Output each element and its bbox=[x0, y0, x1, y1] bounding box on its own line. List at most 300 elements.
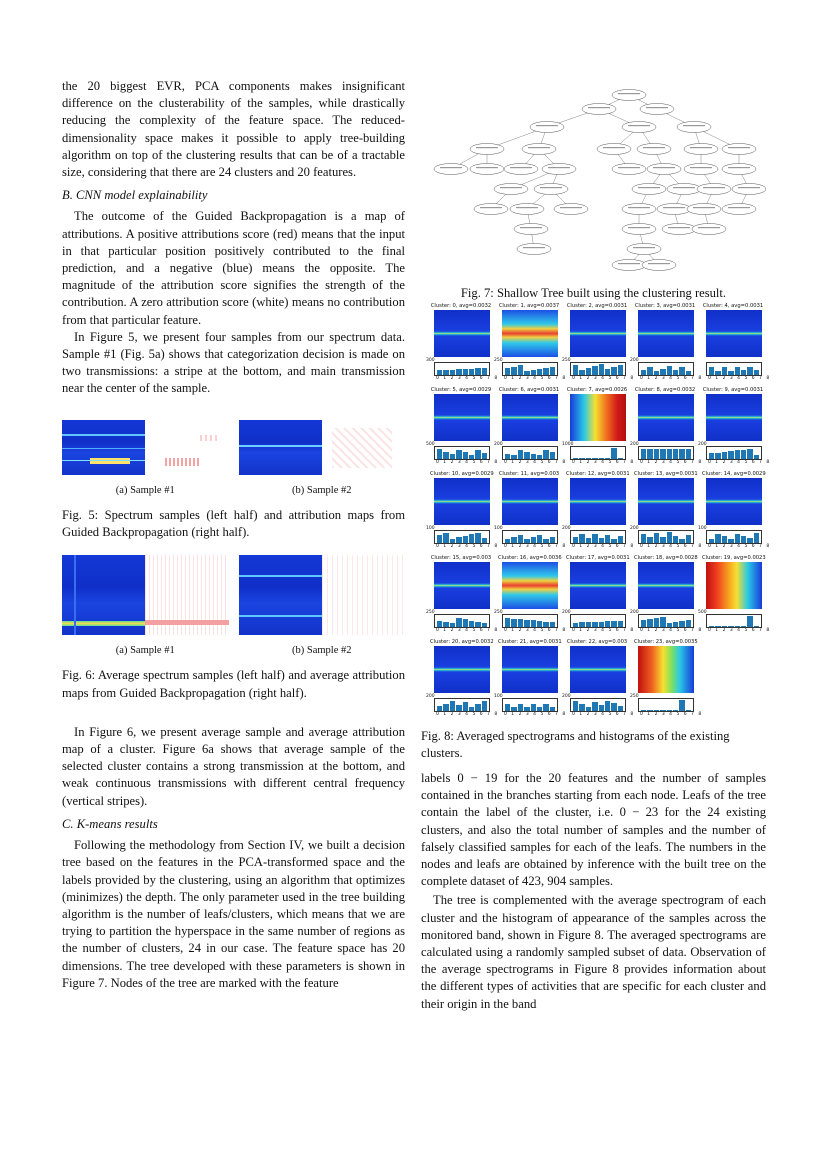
spectrum-image bbox=[239, 420, 322, 475]
cluster-histogram bbox=[434, 614, 490, 628]
tree-node bbox=[647, 164, 681, 175]
histogram-bar bbox=[450, 701, 455, 711]
cluster-panel bbox=[494, 387, 567, 469]
histogram-bar bbox=[709, 539, 714, 543]
paragraph: Following the methodology from Section IV, we built a decision tree based on the features in the PCA-transformed space and the labels provided by the clustering, using an algorithm that optimizes (minimizes) the depth. The only parameter used in the tree building algorithm is the number of leafs/clusters, which means that we are trying to partition the hyperspace in the same number of regions as the number of clusters, 24 in our case. The feature space has 20 dimensions. The tree developed with these parameters is shown in Figure 7. Nodes of the tree are marked with the feature bbox=[62, 838, 405, 990]
histogram-bar bbox=[618, 621, 623, 627]
histogram-x-ticks: 0 1 2 3 4 5 6 7 8 bbox=[708, 460, 771, 465]
tree-node bbox=[632, 184, 666, 195]
cluster-histogram bbox=[434, 698, 490, 712]
histogram-bar bbox=[463, 452, 468, 459]
cluster-histogram bbox=[638, 614, 694, 628]
tree-node bbox=[622, 204, 656, 215]
cluster-title: Cluster: 22, avg=0.003 bbox=[566, 639, 628, 645]
cluster-spectrogram bbox=[570, 310, 626, 357]
tree-node-text bbox=[698, 227, 720, 228]
histogram-y-label: 200 bbox=[562, 694, 571, 699]
histogram-bar bbox=[586, 622, 591, 627]
tree-node bbox=[637, 144, 671, 155]
tree-node-text bbox=[673, 187, 695, 188]
tree-node bbox=[542, 164, 576, 175]
histogram-y-label: 500 bbox=[698, 610, 707, 615]
histogram-bar bbox=[469, 369, 474, 375]
tree-node bbox=[510, 204, 544, 215]
histogram-x-ticks: 0 1 2 3 4 5 6 7 8 bbox=[640, 628, 703, 633]
histogram-bar bbox=[579, 622, 584, 627]
section-heading-b: B. CNN model explainability bbox=[62, 188, 208, 203]
cluster-title: Cluster: 9, avg=0.0031 bbox=[702, 387, 764, 393]
histogram-bar bbox=[531, 704, 536, 711]
histogram-bar bbox=[722, 626, 727, 627]
tree-node bbox=[667, 184, 701, 195]
histogram-bar bbox=[599, 538, 604, 543]
cluster-spectrogram bbox=[434, 478, 490, 525]
histogram-x-ticks: 0 1 2 3 4 5 6 7 8 bbox=[708, 544, 771, 549]
tree-node-text bbox=[536, 125, 558, 126]
cluster-spectrogram bbox=[570, 646, 626, 693]
histogram-x-ticks: 0 1 2 3 4 5 6 7 8 bbox=[640, 376, 703, 381]
histogram-bar bbox=[518, 365, 523, 375]
attribution-map bbox=[322, 420, 405, 475]
histogram-bar bbox=[443, 533, 448, 543]
tree-node-text bbox=[500, 187, 522, 188]
cluster-histogram bbox=[706, 362, 762, 376]
cluster-title: Cluster: 12, avg=0.0031 bbox=[566, 471, 630, 477]
tree-node-text bbox=[618, 263, 640, 264]
cluster-spectrogram bbox=[570, 394, 626, 441]
tree-node-text bbox=[603, 147, 625, 148]
histogram-bar bbox=[728, 451, 733, 459]
histogram-bar bbox=[482, 453, 487, 459]
histogram-bar bbox=[505, 618, 510, 627]
histogram-bar bbox=[605, 458, 610, 459]
histogram-bar bbox=[686, 620, 691, 627]
histogram-bar bbox=[592, 534, 597, 543]
histogram-bar bbox=[550, 622, 555, 627]
histogram-bar bbox=[524, 452, 529, 459]
histogram-bar bbox=[679, 539, 684, 543]
histogram-bar bbox=[599, 364, 604, 375]
histogram-bar bbox=[443, 704, 448, 711]
histogram-bar bbox=[456, 450, 461, 459]
histogram-bar bbox=[524, 707, 529, 711]
cluster-histogram bbox=[502, 530, 558, 544]
tree-node bbox=[434, 164, 468, 175]
histogram-bar bbox=[754, 626, 759, 627]
histogram-bar bbox=[728, 626, 733, 627]
histogram-bar bbox=[511, 619, 516, 627]
histogram-y-label: 250 bbox=[494, 358, 503, 363]
tree-node-text bbox=[520, 227, 542, 228]
histogram-y-label: 200 bbox=[562, 526, 571, 531]
tree-node bbox=[640, 104, 674, 115]
histogram-bar bbox=[579, 370, 584, 375]
tree-node bbox=[554, 204, 588, 215]
cluster-title: Cluster: 7, avg=0.0026 bbox=[566, 387, 628, 393]
histogram-bar bbox=[722, 367, 727, 375]
histogram-bar bbox=[482, 701, 487, 711]
spectrum-image bbox=[62, 555, 145, 635]
histogram-y-label: 200 bbox=[562, 610, 571, 615]
histogram-x-ticks: 0 1 2 3 4 5 6 7 8 bbox=[708, 628, 771, 633]
histogram-bar bbox=[741, 626, 746, 627]
histogram-bar bbox=[463, 702, 468, 711]
histogram-bar bbox=[511, 367, 516, 375]
histogram-bar bbox=[741, 536, 746, 543]
cluster-title: Cluster: 13, avg=0.0031 bbox=[634, 471, 698, 477]
histogram-bar bbox=[482, 623, 487, 627]
cluster-panel bbox=[698, 387, 771, 469]
tree-node bbox=[697, 184, 731, 195]
tree-node bbox=[474, 204, 508, 215]
figure-5 bbox=[62, 420, 405, 542]
histogram-bar bbox=[641, 710, 646, 711]
histogram-y-label: 500 bbox=[426, 442, 435, 447]
histogram-bar bbox=[505, 539, 510, 543]
figure-6 bbox=[62, 555, 405, 702]
histogram-bar bbox=[475, 704, 480, 711]
cluster-spectrogram bbox=[434, 646, 490, 693]
histogram-bar bbox=[443, 452, 448, 459]
tree-node bbox=[470, 164, 504, 175]
cluster-spectrogram bbox=[638, 310, 694, 357]
cluster-title: Cluster: 6, avg=0.0031 bbox=[498, 387, 560, 393]
histogram-bar bbox=[531, 370, 536, 375]
tree-node-text bbox=[480, 207, 502, 208]
cluster-panel bbox=[630, 303, 703, 385]
subfigure-label: (a) Sample #1 bbox=[115, 645, 175, 657]
histogram-x-ticks: 0 1 2 3 4 5 6 7 8 bbox=[436, 628, 499, 633]
histogram-x-ticks: 0 1 2 3 4 5 6 7 8 bbox=[640, 460, 703, 465]
histogram-bar bbox=[599, 458, 604, 459]
histogram-y-label: 250 bbox=[630, 694, 639, 699]
cluster-title: Cluster: 15, avg=0.003 bbox=[430, 555, 492, 561]
histogram-bar bbox=[709, 367, 714, 375]
fig5-subfigure-a bbox=[62, 420, 229, 499]
tree-node bbox=[722, 144, 756, 155]
histogram-bar bbox=[537, 369, 542, 375]
histogram-bar bbox=[592, 458, 597, 459]
right-column bbox=[421, 770, 766, 1013]
cluster-histogram bbox=[502, 698, 558, 712]
tree-node-text bbox=[588, 107, 610, 108]
cluster-histogram bbox=[434, 362, 490, 376]
histogram-bar bbox=[618, 365, 623, 375]
histogram-bar bbox=[605, 701, 610, 711]
histogram-x-ticks: 0 1 2 3 4 5 6 7 8 bbox=[640, 544, 703, 549]
histogram-bar bbox=[505, 368, 510, 375]
cluster-histogram bbox=[706, 446, 762, 460]
histogram-bar bbox=[550, 537, 555, 543]
tree-node bbox=[662, 224, 696, 235]
tree-node bbox=[530, 122, 564, 133]
cluster-histogram bbox=[638, 446, 694, 460]
histogram-bar bbox=[673, 370, 678, 375]
cluster-histogram bbox=[570, 446, 626, 460]
tree-node bbox=[622, 224, 656, 235]
histogram-y-label: 250 bbox=[426, 610, 435, 615]
cluster-panel bbox=[562, 555, 635, 637]
histogram-bar bbox=[518, 619, 523, 627]
histogram-bar bbox=[754, 533, 759, 543]
histogram-bar bbox=[511, 537, 516, 543]
tree-node-text bbox=[540, 187, 562, 188]
spectrum-image bbox=[239, 555, 322, 635]
figure-8-cluster-grid bbox=[426, 303, 771, 717]
histogram-bar bbox=[586, 458, 591, 459]
histogram-bar bbox=[679, 449, 684, 459]
figure-caption: Fig. 5: Spectrum samples (left half) and attribution maps from Guided Backpropagation (right half). bbox=[62, 507, 405, 540]
histogram-bar bbox=[647, 710, 652, 711]
tree-node bbox=[597, 144, 631, 155]
histogram-bar bbox=[475, 368, 480, 375]
cluster-panel bbox=[630, 387, 703, 469]
fig6-subfigure-a bbox=[62, 555, 229, 659]
histogram-bar bbox=[722, 452, 727, 459]
tree-node bbox=[504, 164, 538, 175]
histogram-y-label: 300 bbox=[426, 358, 435, 363]
histogram-bar bbox=[686, 710, 691, 711]
tree-node bbox=[684, 164, 718, 175]
histogram-bar bbox=[641, 449, 646, 459]
tree-node-text bbox=[528, 147, 550, 148]
histogram-bar bbox=[443, 370, 448, 375]
histogram-x-ticks: 0 1 2 3 4 5 6 7 8 bbox=[504, 628, 567, 633]
cluster-title: Cluster: 11, avg=0.003 bbox=[498, 471, 560, 477]
histogram-bar bbox=[667, 449, 672, 459]
histogram-bar bbox=[456, 705, 461, 711]
histogram-bar bbox=[618, 706, 623, 711]
tree-node-text bbox=[523, 247, 545, 248]
histogram-bar bbox=[728, 539, 733, 543]
histogram-bar bbox=[543, 368, 548, 375]
histogram-x-ticks: 0 1 2 3 4 5 6 7 8 bbox=[436, 712, 499, 717]
histogram-bar bbox=[605, 369, 610, 375]
histogram-bar bbox=[586, 707, 591, 711]
tree-node bbox=[582, 104, 616, 115]
histogram-bar bbox=[599, 622, 604, 627]
histogram-bar bbox=[611, 621, 616, 627]
histogram-bar bbox=[679, 621, 684, 627]
cluster-histogram bbox=[502, 614, 558, 628]
histogram-bar bbox=[735, 626, 740, 627]
cluster-title: Cluster: 21, avg=0.0031 bbox=[498, 639, 562, 645]
histogram-bar bbox=[667, 366, 672, 375]
cluster-histogram bbox=[638, 530, 694, 544]
tree-node bbox=[612, 164, 646, 175]
cluster-spectrogram bbox=[570, 478, 626, 525]
histogram-y-label: 100 bbox=[494, 526, 503, 531]
histogram-bar bbox=[592, 702, 597, 711]
tree-node bbox=[687, 204, 721, 215]
histogram-bar bbox=[747, 616, 752, 627]
fig5-subfigure-b bbox=[239, 420, 406, 499]
histogram-x-ticks: 0 1 2 3 4 5 6 7 8 bbox=[640, 712, 703, 717]
tree-node bbox=[612, 90, 646, 101]
histogram-x-ticks: 0 1 2 3 4 5 6 7 8 bbox=[504, 544, 567, 549]
tree-node bbox=[627, 244, 661, 255]
histogram-bar bbox=[654, 710, 659, 711]
paragraph: the 20 biggest EVR, PCA components makes insignificant difference on the clusterability of the samples, while drastically reducing the complexity of the feature space. The reduced-dimensionality space makes it possible to apply tree-building algorithm on top of the clustering results that can be of a tractable size, considering that there are 24 clusters and 20 features. bbox=[62, 79, 405, 180]
cluster-histogram bbox=[638, 698, 694, 712]
paragraph: In Figure 6, we present average sample and average attribution map of a cluster. Figure 6a shows that average sample of the selected cluster contains a strong transmission at the bottom, and weak continuous transmissions with different central frequency (vertical stripes). bbox=[62, 724, 405, 808]
cluster-spectrogram bbox=[502, 394, 558, 441]
tree-node bbox=[494, 184, 528, 195]
cluster-panel bbox=[426, 471, 499, 553]
histogram-bar bbox=[469, 455, 474, 459]
tree-node-text bbox=[693, 207, 715, 208]
histogram-bar bbox=[735, 450, 740, 459]
histogram-bar bbox=[611, 539, 616, 543]
cluster-title: Cluster: 5, avg=0.0029 bbox=[430, 387, 492, 393]
histogram-bar bbox=[741, 370, 746, 375]
histogram-bar bbox=[654, 371, 659, 375]
cluster-spectrogram bbox=[502, 562, 558, 609]
paragraph: The tree is complemented with the average spectrogram of each cluster and the histogram of appearance of the samples across the monitored band, shown in Figure 8. The averaged spectrograms are calculated using a randomly sampled subset of data. Observation of the average spectrograms in Figure 8 provides information about the different types of activities that are specific for each cluster and their origin in the band bbox=[421, 893, 766, 1011]
histogram-bar bbox=[450, 454, 455, 459]
histogram-y-label: 200 bbox=[630, 526, 639, 531]
tree-node-text bbox=[690, 167, 712, 168]
decision-tree-diagram bbox=[421, 82, 766, 274]
histogram-bar bbox=[531, 620, 536, 627]
cluster-title: Cluster: 14, avg=0.0029 bbox=[702, 471, 766, 477]
tree-node-text bbox=[548, 167, 570, 168]
histogram-y-label: 200 bbox=[698, 442, 707, 447]
cluster-histogram bbox=[570, 614, 626, 628]
histogram-bar bbox=[450, 623, 455, 627]
histogram-bar bbox=[511, 707, 516, 711]
tree-node bbox=[470, 144, 504, 155]
tree-node-text bbox=[728, 207, 750, 208]
histogram-bar bbox=[715, 534, 720, 543]
tree-node bbox=[522, 144, 556, 155]
histogram-bar bbox=[611, 448, 616, 459]
cluster-spectrogram bbox=[706, 562, 762, 609]
histogram-bar bbox=[660, 449, 665, 459]
histogram-bar bbox=[735, 367, 740, 375]
histogram-bar bbox=[605, 621, 610, 627]
histogram-bar bbox=[754, 455, 759, 459]
attribution-map bbox=[322, 555, 405, 635]
cluster-title: Cluster: 2, avg=0.0031 bbox=[566, 303, 628, 309]
histogram-bar bbox=[456, 369, 461, 375]
attribution-map bbox=[145, 420, 228, 475]
subfigure-label: (a) Sample #1 bbox=[115, 484, 175, 496]
histogram-bar bbox=[573, 701, 578, 711]
figure-caption: Fig. 7: Shallow Tree built using the clustering result. bbox=[460, 286, 727, 300]
histogram-bar bbox=[463, 536, 468, 543]
histogram-x-ticks: 0 1 2 3 4 5 6 7 8 bbox=[572, 712, 635, 717]
histogram-bar bbox=[647, 367, 652, 375]
histogram-bar bbox=[715, 453, 720, 459]
tree-node bbox=[732, 184, 766, 195]
cluster-title: Cluster: 4, avg=0.0031 bbox=[702, 303, 764, 309]
histogram-bar bbox=[518, 535, 523, 543]
histogram-y-label: 200 bbox=[630, 442, 639, 447]
tree-node-text bbox=[663, 207, 685, 208]
histogram-y-label: 1000 bbox=[562, 442, 574, 447]
subfigure-label: (b) Sample #2 bbox=[292, 645, 352, 657]
tree-node-text bbox=[643, 147, 665, 148]
histogram-bar bbox=[573, 623, 578, 627]
tree-node-text bbox=[728, 167, 750, 168]
tree-node bbox=[677, 122, 711, 133]
cluster-histogram bbox=[502, 446, 558, 460]
histogram-bar bbox=[715, 626, 720, 627]
cluster-histogram bbox=[570, 530, 626, 544]
histogram-bar bbox=[456, 537, 461, 543]
attribution-map bbox=[145, 555, 228, 635]
tree-node-text bbox=[690, 147, 712, 148]
cluster-spectrogram bbox=[502, 478, 558, 525]
cluster-histogram bbox=[502, 362, 558, 376]
cluster-histogram bbox=[570, 698, 626, 712]
figure-caption: Fig. 6: Average spectrum samples (left half) and average attribution maps from Guided Backpropagation (right half). bbox=[62, 668, 405, 700]
cluster-title: Cluster: 23, avg=0.0035 bbox=[634, 639, 698, 645]
histogram-x-ticks: 0 1 2 3 4 5 6 7 8 bbox=[708, 376, 771, 381]
histogram-bar bbox=[709, 453, 714, 459]
tree-node bbox=[657, 204, 691, 215]
histogram-bar bbox=[673, 536, 678, 543]
cluster-title: Cluster: 0, avg=0.0032 bbox=[430, 303, 492, 309]
histogram-bar bbox=[543, 622, 548, 627]
histogram-bar bbox=[654, 533, 659, 543]
histogram-bar bbox=[524, 539, 529, 543]
histogram-x-ticks: 0 1 2 3 4 5 6 7 8 bbox=[504, 376, 567, 381]
histogram-bar bbox=[505, 454, 510, 459]
histogram-bar bbox=[537, 707, 542, 711]
histogram-bar bbox=[543, 539, 548, 543]
cluster-histogram bbox=[570, 362, 626, 376]
histogram-x-ticks: 0 1 2 3 4 5 6 7 8 bbox=[572, 544, 635, 549]
tree-node-text bbox=[646, 107, 668, 108]
tree-node bbox=[722, 204, 756, 215]
histogram-bar bbox=[437, 621, 442, 627]
cluster-spectrogram bbox=[706, 478, 762, 525]
histogram-bar bbox=[647, 537, 652, 543]
histogram-bar bbox=[524, 620, 529, 627]
histogram-bar bbox=[686, 371, 691, 375]
histogram-bar bbox=[647, 449, 652, 459]
histogram-bar bbox=[667, 710, 672, 711]
cluster-spectrogram bbox=[502, 646, 558, 693]
histogram-bar bbox=[592, 366, 597, 375]
tree-node bbox=[642, 260, 676, 271]
tree-node-text bbox=[476, 167, 498, 168]
histogram-bar bbox=[611, 367, 616, 375]
histogram-bar bbox=[482, 368, 487, 375]
histogram-bar bbox=[618, 458, 623, 459]
histogram-bar bbox=[686, 535, 691, 543]
tree-node-text bbox=[703, 187, 725, 188]
histogram-bar bbox=[667, 623, 672, 627]
tree-node-text bbox=[628, 227, 650, 228]
tree-node-text bbox=[440, 167, 462, 168]
histogram-bar bbox=[573, 458, 578, 459]
histogram-bar bbox=[728, 371, 733, 375]
cluster-spectrogram bbox=[706, 394, 762, 441]
cluster-panel bbox=[702, 303, 771, 385]
histogram-bar bbox=[469, 621, 474, 627]
cluster-panel bbox=[426, 555, 499, 637]
tree-node-text bbox=[638, 187, 660, 188]
histogram-bar bbox=[618, 536, 623, 543]
tree-node-text bbox=[516, 207, 538, 208]
cluster-title: Cluster: 3, avg=0.0031 bbox=[634, 303, 696, 309]
histogram-bar bbox=[641, 620, 646, 627]
histogram-bar bbox=[482, 538, 487, 543]
histogram-bar bbox=[660, 710, 665, 711]
